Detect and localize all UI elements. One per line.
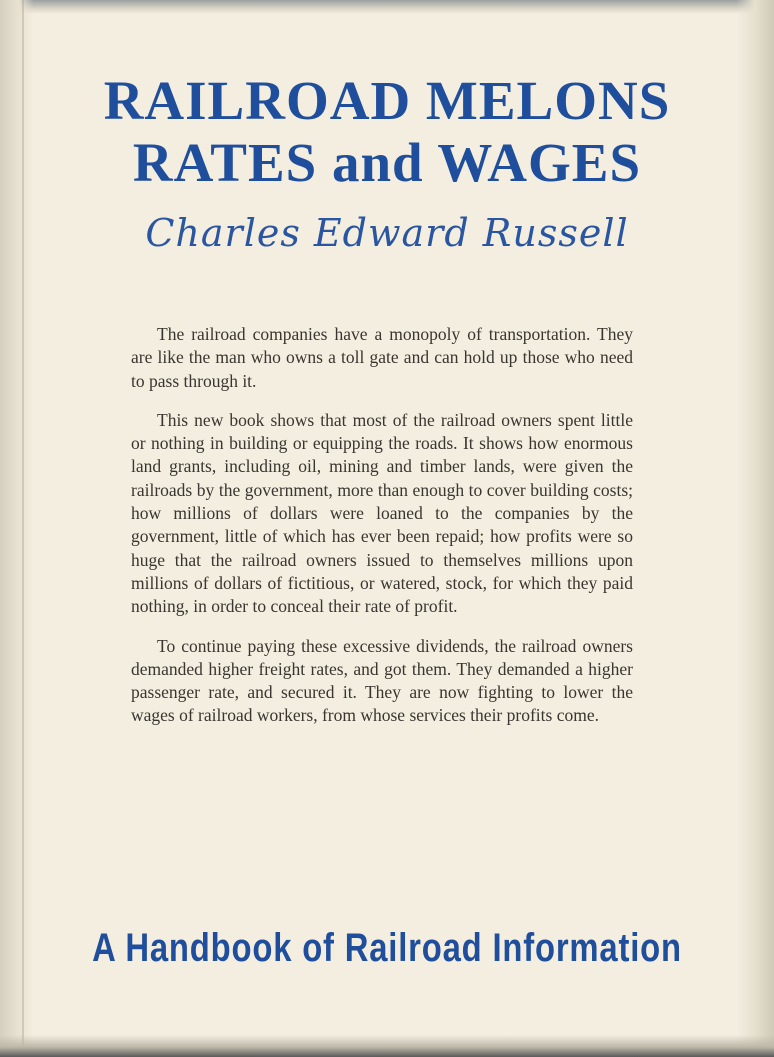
book-title-line-1: RAILROAD MELONS [103,70,671,131]
blurb-paragraph-3: To continue paying these excessive dividends, the railroad owners demanded higher freight rates, and got them. They demanded a higher passenger rate, and secured it. They are now fighting to lower the wages of railroad workers, from whose services their profits come. [131,635,633,726]
blurb-paragraph-2: This new book shows that most of the railroad owners spent little or nothing in building or equipping the roads. It shows how enormous land grants, including oil, mining and timber lands, were given the railroads by the government, more than enough to cover building costs; how millions of dollars were loaned to the companies by the government, little of which has ever been repaid; how profits were so huge that the railroad owners issued to themselves millions upon millions of dollars of fictitious, or watered, stock, for which they paid nothing, in order to conceal their rate of profit. [131,409,633,617]
tagline: A Handbook of Railroad Information [92,926,682,970]
blurb [131,323,633,744]
book-title [0,70,774,194]
book-title-line-2: RATES and WAGES [132,132,642,193]
blurb-paragraph-1: The railroad companies have a monopoly of transportation. They are like the man who owns a toll gate and can hold up those who need to pass through it. [131,324,633,391]
paper-edge-bottom [0,1035,774,1057]
paper-edge-top [0,0,774,14]
author-name: Charles Edward Russell [145,211,629,255]
